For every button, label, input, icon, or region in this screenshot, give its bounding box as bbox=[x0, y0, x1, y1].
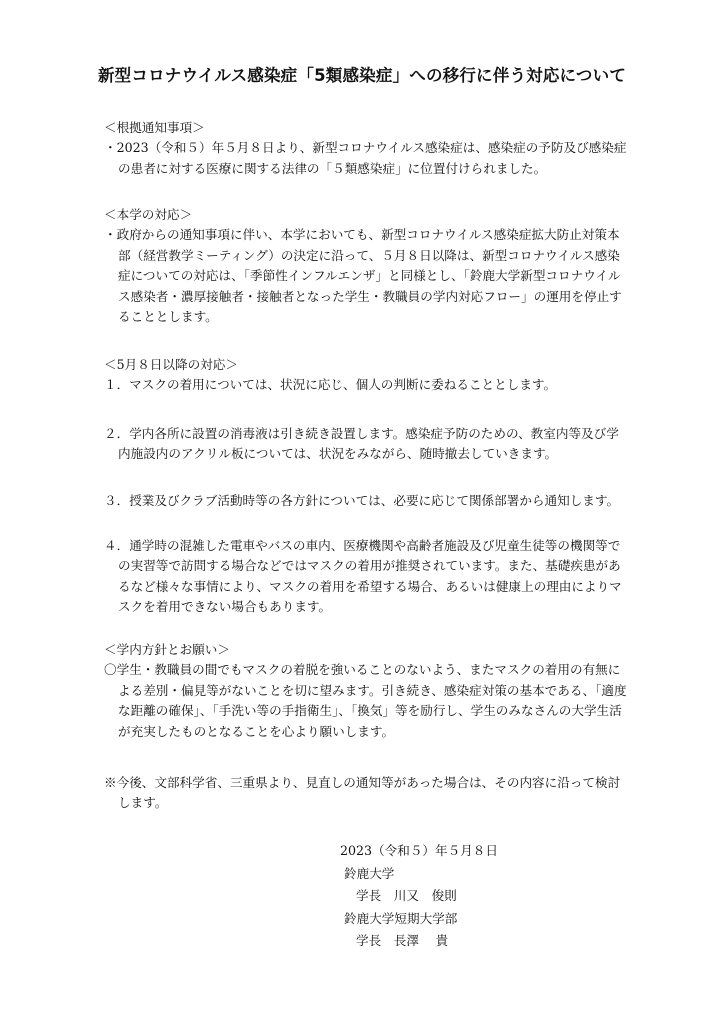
paragraph-line: ※今後、文部科学省、三重県より、見直しの通知等があった場合は、その内容に沿って検討 bbox=[104, 775, 621, 790]
section-heading: ＜本学の対応＞ bbox=[104, 207, 193, 222]
paragraph-line: ・政府からの通知事項に伴い、本学においても、新型コロナウイルス感染症拡大防止対策本 bbox=[104, 227, 620, 243]
note bbox=[104, 773, 624, 814]
paragraph-line: します。 bbox=[118, 795, 168, 811]
list-item-2 bbox=[104, 424, 624, 465]
paragraph-line: な距離の確保」、「手洗い等の手指衛生」、「換気」等を励行し、学生のみなさんの大学生活 bbox=[118, 703, 622, 719]
signature-date: 2023（令和５）年５月８日 bbox=[340, 843, 498, 858]
paragraph-line: 症についての対応は、「季節性インフルエンザ」と同様とし、「鈴鹿大学新型コロナウイル bbox=[118, 268, 621, 284]
signature-org: 鈴鹿大学短期大学部 bbox=[344, 910, 458, 926]
paragraph-line: ・2023（令和５）年５月８日より、新型コロナウイルス感染症は、感染症の予防及び感染症 bbox=[104, 140, 627, 156]
paragraph-line: ス感染者・濃厚接触者・接触者となった学生・教職員の学内対応フロー」の運用を停止す bbox=[118, 288, 622, 304]
section-basis bbox=[104, 118, 627, 179]
paragraph-line: ３．授業及びクラブ活動時等の各方針については、必要に応じて関係部署から通知します。 bbox=[104, 493, 620, 508]
paragraph-line: の患者に対する医療に関する法律の「５類感染症」に位置付けられました。 bbox=[118, 160, 547, 176]
section-heading: ＜5月８日以降の対応＞ bbox=[104, 357, 238, 372]
section-after-may8 bbox=[104, 355, 624, 396]
paragraph-line: スクを着用できない場合もあります。 bbox=[118, 599, 332, 615]
section-heading: ＜根拠通知事項＞ bbox=[104, 120, 205, 135]
paragraph-line: が充実したものとなることを心より願いします。 bbox=[118, 723, 395, 739]
paragraph-line: の実習等で訪問する場合などではマスクの着用が推奨されています。また、基礎疾患があ bbox=[118, 558, 621, 574]
list-item-4 bbox=[104, 536, 624, 618]
section-policy-request bbox=[104, 640, 627, 742]
document-title: 新型コロナウイルス感染症「5類感染症」への移行に伴う対応について bbox=[97, 66, 627, 85]
paragraph-line: 内施設内のアクリル板については、状況をみながら、随時撤去していきます。 bbox=[118, 446, 558, 462]
list-item-3 bbox=[104, 491, 624, 511]
paragraph-line: よる差別・偏見等がないことを切に望みます。引き続き、感染症対策の基本である、「適度 bbox=[118, 682, 627, 698]
section-heading: ＜学内方針とお願い＞ bbox=[104, 642, 230, 657]
signature-block bbox=[340, 840, 498, 953]
signature-president: 学長 長澤 貴 bbox=[356, 933, 449, 949]
list-item-1: １．マスクの着用については、状況に応じ、個人の判断に委ねることとします。 bbox=[104, 377, 557, 393]
paragraph-line: ２．学内各所に設置の消毒液は引き続き設置します。感染症予防のための、教室内等及び学 bbox=[104, 426, 619, 441]
paragraph-line: 部（経営教学ミーティング）の決定に沿って、５月８日以降は、新型コロナウイルス感染 bbox=[118, 247, 620, 263]
signature-org: 鈴鹿大学 bbox=[344, 865, 395, 881]
paragraph-line: 〇学生・教職員の間でもマスクの着脱を強いることのないよう、またマスクの着用の有無に bbox=[104, 662, 621, 678]
paragraph-line: ４．通学時の混雑した電車やバスの車内、医療機関や高齢者施設及び児童生徒等の機関等で bbox=[104, 538, 621, 553]
signature-president: 学長 川又 俊則 bbox=[356, 888, 457, 904]
section-university-response bbox=[104, 205, 624, 327]
paragraph-line: ることとします。 bbox=[118, 309, 218, 325]
paragraph-line: るなど様々な事情により、マスクの着用を希望する場合、あるいは健康上の理由によりマ bbox=[118, 578, 622, 594]
